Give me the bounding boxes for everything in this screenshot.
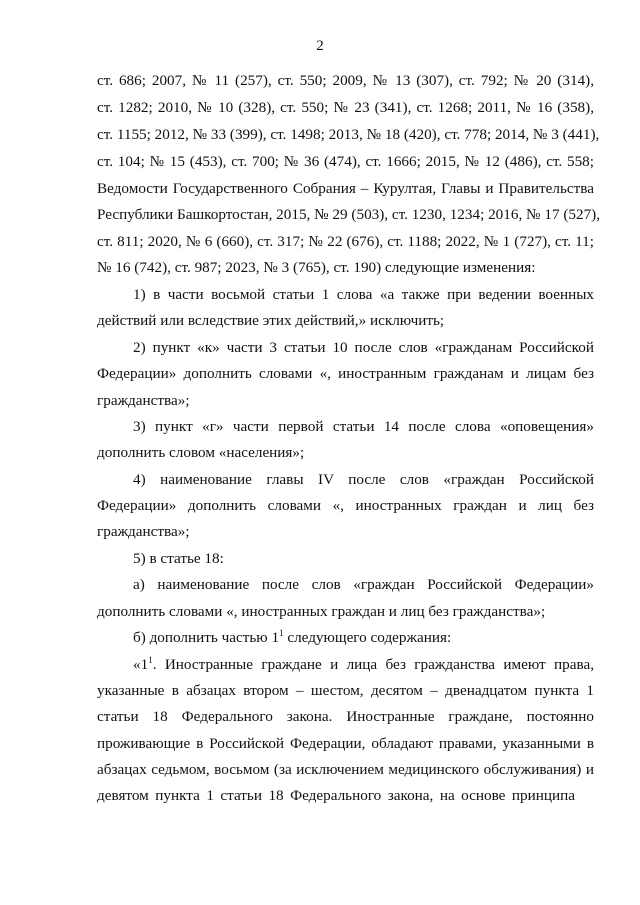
superscript: 1 bbox=[279, 628, 284, 638]
text-line: статьи 18 Федерального закона. Иностранные граждане, постоянно bbox=[97, 708, 594, 725]
list-item-2-line: 2) пункт «к» части 3 статьи 10 после слов «гражданам Российской bbox=[133, 339, 594, 356]
text-fragment: следующего содержания: bbox=[287, 629, 452, 646]
list-item-1-line: 1) в части восьмой статьи 1 слова «а также при ведении военных bbox=[133, 286, 594, 303]
text-line: ст. 811; 2020, № 6 (660), ст. 317; № 22 (676), ст. 1188; 2022, № 1 (727), ст. 11; bbox=[97, 233, 594, 250]
text-line: указанные в абзацах втором – шестом, десятом – двенадцатом пункта 1 bbox=[97, 682, 594, 699]
text-line: ст. 1155; 2012, № 33 (399), ст. 1498; 2013, № 18 (420), ст. 778; 2014, № 3 (441), bbox=[97, 126, 600, 143]
text-line: дополнить словами «, иностранных граждан и лиц без гражданства»; bbox=[97, 603, 546, 620]
text-line: Федерации» дополнить словами «, иностранных граждан и лиц без bbox=[97, 497, 594, 514]
sub-item-a-line: а) наименование после слов «граждан Российской Федерации» bbox=[133, 576, 594, 593]
text-line: девятом пункта 1 статьи 18 Федерального закона, на основе принципа bbox=[97, 787, 575, 804]
list-item-3-line: 3) пункт «г» части первой статьи 14 после слова «оповещения» bbox=[133, 418, 594, 435]
text-line: Ведомости Государственного Собрания – Курултая, Главы и Правительства bbox=[97, 180, 594, 197]
list-item-4-line: 4) наименование главы IV после слов «граждан Российской bbox=[133, 471, 594, 488]
text-line: № 16 (742), ст. 987; 2023, № 3 (765), ст. 190) следующие изменения: bbox=[97, 259, 536, 276]
text-line: ст. 686; 2007, № 11 (257), ст. 550; 2009, № 13 (307), ст. 792; № 20 (314), bbox=[97, 72, 594, 89]
text-line: проживающие в Российской Федерации, обладают правами, указанными в bbox=[97, 735, 594, 752]
text-line: гражданства»; bbox=[97, 523, 190, 540]
text-line: дополнить словом «населения»; bbox=[97, 444, 305, 461]
text-line: Федерации» дополнить словами «, иностранным гражданам и лицам без bbox=[97, 365, 594, 382]
quote-start-line bbox=[133, 656, 594, 674]
text-line: действий или вследствие этих действий,» исключить; bbox=[97, 312, 445, 329]
text-fragment: «1 bbox=[133, 656, 149, 673]
text-line: гражданства»; bbox=[97, 392, 190, 409]
text-line: абзацах седьмом, восьмом (за исключением медицинского обслуживания) и bbox=[97, 761, 594, 778]
page-number: 2 bbox=[316, 38, 324, 54]
text-line: Республики Башкортостан, 2015, № 29 (503), ст. 1230, 1234; 2016, № 17 (527), bbox=[97, 206, 601, 223]
text-fragment: . Иностранные граждане и лица без гражданства имеют права, bbox=[152, 656, 594, 673]
superscript: 1 bbox=[148, 655, 153, 665]
text-fragment: б) дополнить частью 1 bbox=[133, 629, 280, 646]
list-item-5-line: 5) в статье 18: bbox=[133, 550, 224, 567]
sub-item-b-line bbox=[133, 629, 594, 647]
text-line: ст. 104; № 15 (453), ст. 700; № 36 (474), ст. 1666; 2015, № 12 (486), ст. 558; bbox=[97, 153, 594, 170]
text-line: ст. 1282; 2010, № 10 (328), ст. 550; № 23 (341), ст. 1268; 2011, № 16 (358), bbox=[97, 99, 594, 116]
